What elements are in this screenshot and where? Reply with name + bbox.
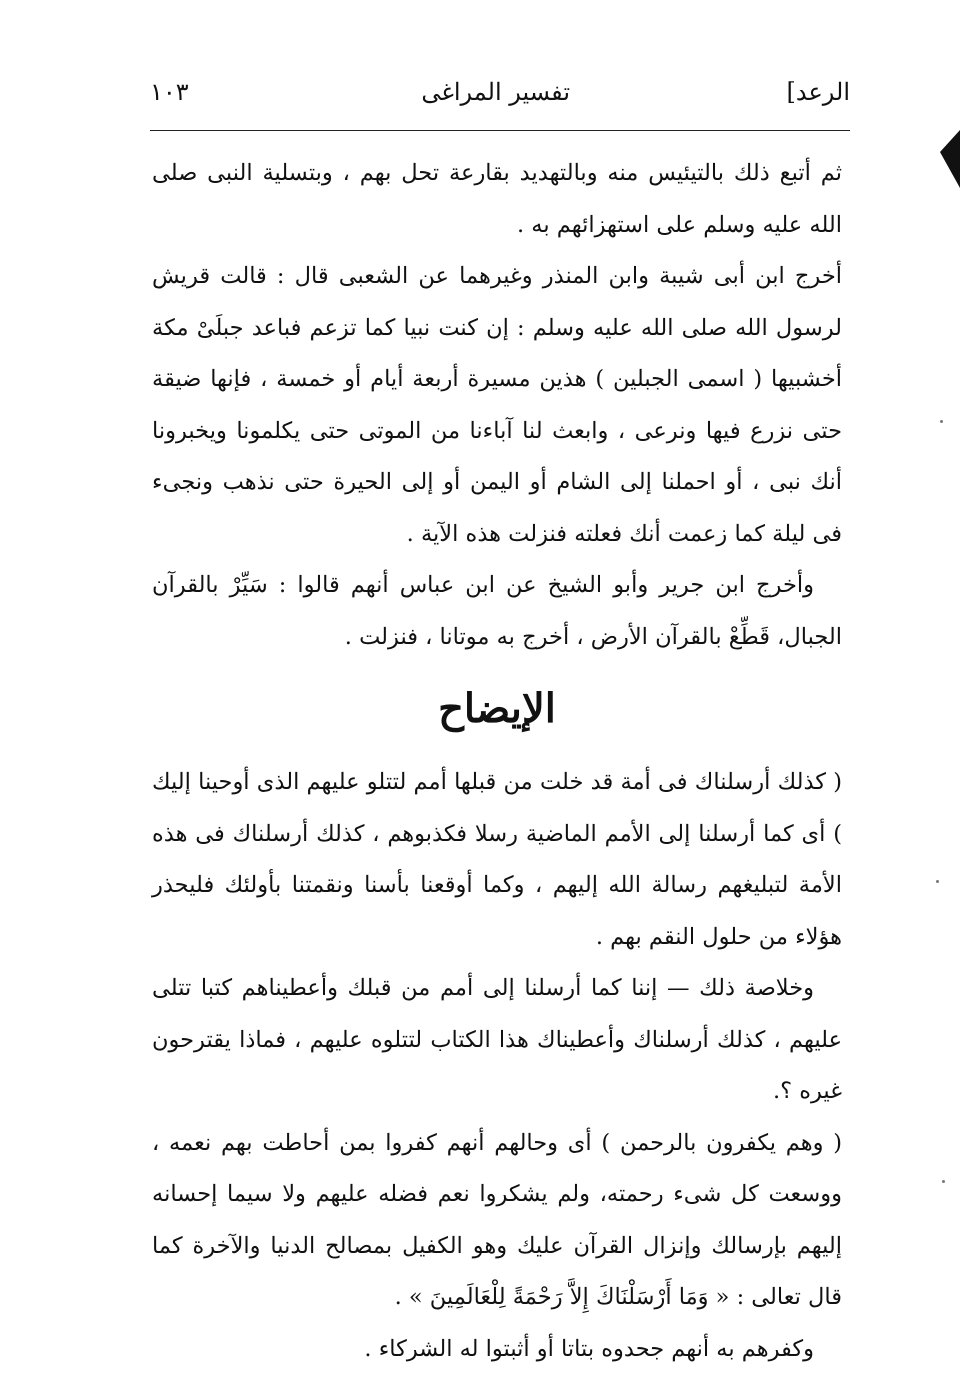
binding-edge-mark: [934, 130, 960, 190]
paragraph: وخلاصة ذلك — إننا كما أرسلنا إلى أمم من قبلك وأعطيناهم كتبا تتلى عليهم ، كذلك أرسلناك وأعطيناك هذا الكتاب لتتلوه عليهم ، فماذا يقترحون غيره ؟.: [152, 963, 842, 1118]
paragraph: أخرج ابن أبى شيبة وابن المنذر وغيرهما عن الشعبى قال : قالت قريش لرسول الله صلى الله عليه وسلم : إن كنت نبيا كما تزعم فباعد جبلَىْ مكة أخشبيها ( اسمى الجبلين ) هذين مسيرة أربعة أيام أو خمسة ، فإنها ضيقة حتى نزرع فيها ونرعى ، وابعث لنا آباءنا من الموتى حتى يكلمونا ويخبرونا أنك نبى ، أو احملنا إلى الشام أو اليمن أو إلى الحيرة حتى نذهب ونجىء فى ليلة كما زعمت أنك فعلته فنزلت هذه الآية .: [152, 251, 842, 560]
paragraph: ثم أتبع ذلك بالتيئيس منه وبالتهديد بقارعة تحل بهم ، وبتسلية النبى صلى الله عليه وسلم على استهزائهم به .: [152, 148, 842, 251]
page-body: [152, 148, 842, 1375]
book-title: تفسير المراغى: [421, 78, 570, 106]
page-number: ١٠٣: [150, 78, 189, 106]
scan-speck: [940, 420, 943, 423]
page-header: [150, 70, 850, 130]
paragraph: ( كذلك أرسلناك فى أمة قد خلت من قبلها أمم لتتلو عليهم الذى أوحينا إليك ) أى كما أرسلنا إلى الأمم الماضية رسلا فكذبوهم ، كذلك أرسلناك فى هذه الأمة لتبليغهم رسالة الله إليهم ، وكما أوقعنا بأسنا ونقمتنا بأولئك فليحذر هؤلاء من حلول النقم بهم .: [152, 757, 842, 963]
surah-name: الرعد]: [786, 78, 850, 106]
header-divider: [150, 130, 850, 131]
section-title: الإيضاح: [152, 669, 842, 749]
paragraph: وكفرهم به أنهم جحدوه بتاتا أو أثبتوا له الشركاء .: [152, 1324, 842, 1375]
paragraph: ( وهم يكفرون بالرحمن ) أى وحالهم أنهم كفروا بمن أحاطت بهم نعمه ، ووسعت كل شىء رحمته، ولم يشكروا نعم فضله عليهم ولا سيما إحسانه إليهم بإرسالك وإنزال القرآن عليك وهو الكفيل بمصالح الدنيا والآخرة كما قال تعالى : « وَمَا أَرْسَلْنَاكَ إِلاَّ رَحْمَةً لِلْعَالَمِينَ » .: [152, 1118, 842, 1324]
scan-speck: [942, 1180, 945, 1183]
scan-speck: [936, 880, 939, 883]
paragraph: وأخرج ابن جرير وأبو الشيخ عن ابن عباس أنهم قالوا : سَيِّرْ بالقرآن الجبال، قَطِّعْ بالقرآن الأرض ، أخرج به موتانا ، فنزلت .: [152, 560, 842, 663]
